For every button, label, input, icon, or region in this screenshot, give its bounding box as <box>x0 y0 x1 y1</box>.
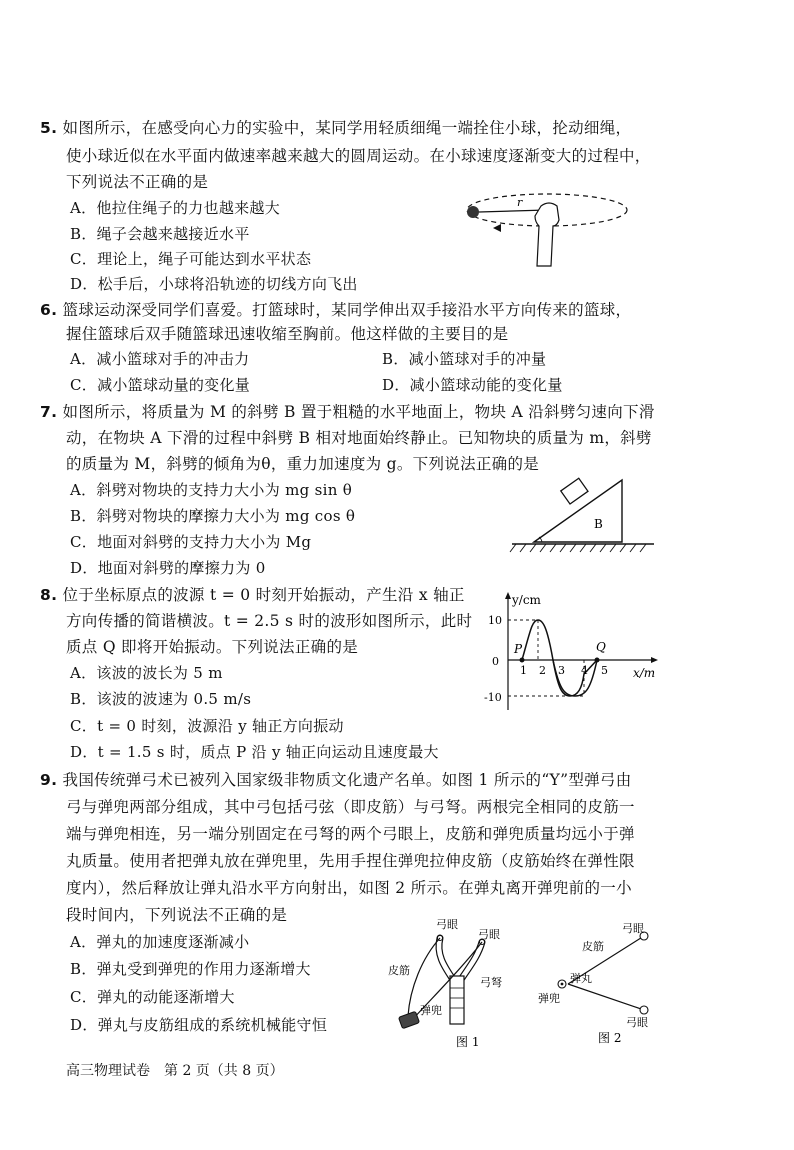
fig1-caption: 图 1 <box>456 1035 480 1049</box>
q7-figure-incline <box>508 472 658 556</box>
fig2-label-pellet: 弹丸 <box>570 972 592 985</box>
q9-figure-1-slingshot <box>382 918 532 1052</box>
q5-stem-3: 下列说法不正确的是 <box>66 173 209 191</box>
q5-stem-2: 使小球近似在水平面内做速率越来越大的圆周运动。在小球速度逐渐变大的过程中， <box>66 147 651 165</box>
q7-option-c: C．地面对斜劈的支持力大小为 Mg <box>70 533 312 551</box>
x-tick-2: 2 <box>539 664 546 677</box>
ground-hatching <box>510 544 646 552</box>
hand-icon <box>535 203 559 266</box>
q5-line-1 <box>40 118 631 138</box>
q6-option-c: C．减小篮球动量的变化量 <box>70 376 251 394</box>
q7-stem-1: 如图所示，将质量为 M 的斜劈 B 置于粗糙的水平地面上，物块 A 沿斜劈匀速向下滑 <box>62 403 655 421</box>
q8-stem-1: 位于坐标原点的波源 t = 0 时刻开始振动，产生沿 x 轴正 <box>62 586 465 604</box>
q6-stem-2: 握住篮球后双手随篮球迅速收缩至胸前。他这样做的主要目的是 <box>66 325 509 343</box>
q9-number: 9. <box>40 771 58 789</box>
fig2-label-band: 皮筋 <box>582 940 604 953</box>
q7-option-b: B．斜劈对物块的摩擦力大小为 mg cos θ <box>70 507 356 525</box>
slingshot-handle <box>450 976 464 1024</box>
q8-stem-2: 方向传播的简谐横波。t = 2.5 s 时的波形如图所示，此时 <box>66 612 473 630</box>
q5-number: 5. <box>40 119 58 137</box>
x-tick-1: 1 <box>520 664 527 677</box>
fig2-label-pouch: 弹兜 <box>538 992 560 1005</box>
x-tick-4: 4 <box>581 664 588 677</box>
q9-figure-2-schematic <box>532 918 672 1052</box>
q8-option-c: C．t = 0 时刻，波源沿 y 轴正方向振动 <box>70 717 344 735</box>
y-axis-label: y/cm <box>512 593 541 607</box>
fig2-label-eye-upper: 弓眼 <box>622 922 644 935</box>
q9-stem-1: 我国传统弹弓术已被列入国家级非物质文化遗产名单。如图 1 所示的“Y”型弹弓由 <box>62 771 632 789</box>
q9-stem-6: 段时间内，下列说法不正确的是 <box>66 906 288 924</box>
q8-option-d: D．t = 1.5 s 时，质点 P 沿 y 轴正向运动且速度最大 <box>70 743 439 761</box>
q8-wave-graph <box>478 590 678 718</box>
q5-figure-circular-motion <box>455 186 635 278</box>
ball-icon <box>467 206 479 218</box>
q9-option-a: A．弹丸的加速度逐渐减小 <box>70 933 250 951</box>
q5-option-d: D．松手后，小球将沿轨迹的切线方向飞出 <box>70 275 358 293</box>
q8-option-a: A．该波的波长为 5 m <box>70 664 223 682</box>
q7-stem-2: 动，在物块 A 下滑的过程中斜劈 B 相对地面始终静止。已知物块的质量为 m，斜劈 <box>66 429 652 447</box>
pouch-icon <box>398 1011 419 1028</box>
q6-number: 6. <box>40 301 58 319</box>
fig2-eye-lower <box>640 1006 648 1014</box>
q6-option-d: D．减小篮球动能的变化量 <box>382 376 563 394</box>
q8-option-b: B．该波的波速为 0.5 m/s <box>70 690 252 708</box>
q9-line-1 <box>40 770 632 790</box>
q8-stem-3: 质点 Q 即将开始振动。下列说法正确的是 <box>66 638 359 656</box>
q9-stem-3: 端与弹兜相连，另一端分别固定在弓弩的两个弓眼上，皮筋和弹兜质量均远小于弹 <box>66 825 635 843</box>
q6-option-b: B．减小篮球对手的冲量 <box>382 350 547 368</box>
point-q-marker <box>595 658 600 663</box>
y-tick-neg10: -10 <box>484 691 502 704</box>
q6-stem-1: 篮球运动深受同学们喜爱。打篮球时，某同学伸出双手接沿水平方向传来的篮球， <box>62 301 632 319</box>
q9-option-b: B．弹丸受到弹兜的作用力逐渐增大 <box>70 960 311 978</box>
q5-stem-1: 如图所示，在感受向心力的实验中，某同学用轻质细绳一端拴住小球，抡动细绳， <box>62 119 632 137</box>
point-p-marker <box>520 658 525 663</box>
fig1-label-band: 皮筋 <box>388 964 410 977</box>
q7-option-a: A．斜劈对物块的支持力大小为 mg sin θ <box>70 481 353 499</box>
y-tick-10: 10 <box>488 614 502 627</box>
page-footer: 高三物理试卷 第 2 页（共 8 页） <box>66 1063 284 1079</box>
band-lower <box>568 984 644 1010</box>
q7-option-d: D．地面对斜劈的摩擦力为 0 <box>70 559 266 577</box>
q8-number: 8. <box>40 586 58 604</box>
q7-stem-3: 的质量为 M，斜劈的倾角为θ，重力加速度为 g。下列说法正确的是 <box>66 455 540 473</box>
block-a <box>561 478 588 504</box>
point-q-label: Q <box>596 640 606 654</box>
fig1-label-frame: 弓弩 <box>480 976 502 989</box>
q7-line-1 <box>40 402 655 422</box>
y-tick-0: 0 <box>492 655 499 668</box>
x-tick-3: 3 <box>558 664 565 677</box>
q5-option-b: B．绳子会越来越接近水平 <box>70 225 250 243</box>
q9-stem-5: 度内），然后释放让弹丸沿水平方向射出，如图 2 所示。在弹丸离开弹兜前的一小 <box>66 879 632 897</box>
fig1-label-eye-left: 弓眼 <box>436 918 458 931</box>
q9-stem-2: 弓与弹兜两部分组成，其中弓包括弓弦（即皮筋）与弓弩。两根完全相同的皮筋一 <box>66 798 635 816</box>
q9-option-d: D．弹丸与皮筋组成的系统机械能守恒 <box>70 1016 328 1034</box>
q5-option-a: A．他拉住绳子的力也越来越大 <box>70 199 281 217</box>
fig1-label-pouch: 弹兜 <box>420 1004 442 1017</box>
q5-radius-label: r <box>517 196 523 209</box>
q8-line-1 <box>40 585 465 605</box>
fig2-label-eye-lower: 弓眼 <box>626 1016 648 1029</box>
fig1-label-eye-right: 弓眼 <box>478 928 500 941</box>
x-axis-label: x/m <box>633 666 656 680</box>
q5-option-c: C．理论上，绳子可能达到水平状态 <box>70 250 312 268</box>
point-p-label: P <box>514 642 523 656</box>
q9-option-c: C．弹丸的动能逐渐增大 <box>70 988 235 1006</box>
x-tick-5: 5 <box>601 664 608 677</box>
fig2-caption: 图 2 <box>598 1031 622 1045</box>
q6-line-1 <box>40 300 631 320</box>
q7-number: 7. <box>40 403 58 421</box>
q9-stem-4: 丸质量。使用者把弹丸放在弹兜里，先用手捏住弹兜拉伸皮筋（皮筋始终在弹性限 <box>66 852 635 870</box>
q7-wedge-label: B <box>594 517 603 531</box>
q6-option-a: A．减小篮球对手的冲击力 <box>70 350 250 368</box>
